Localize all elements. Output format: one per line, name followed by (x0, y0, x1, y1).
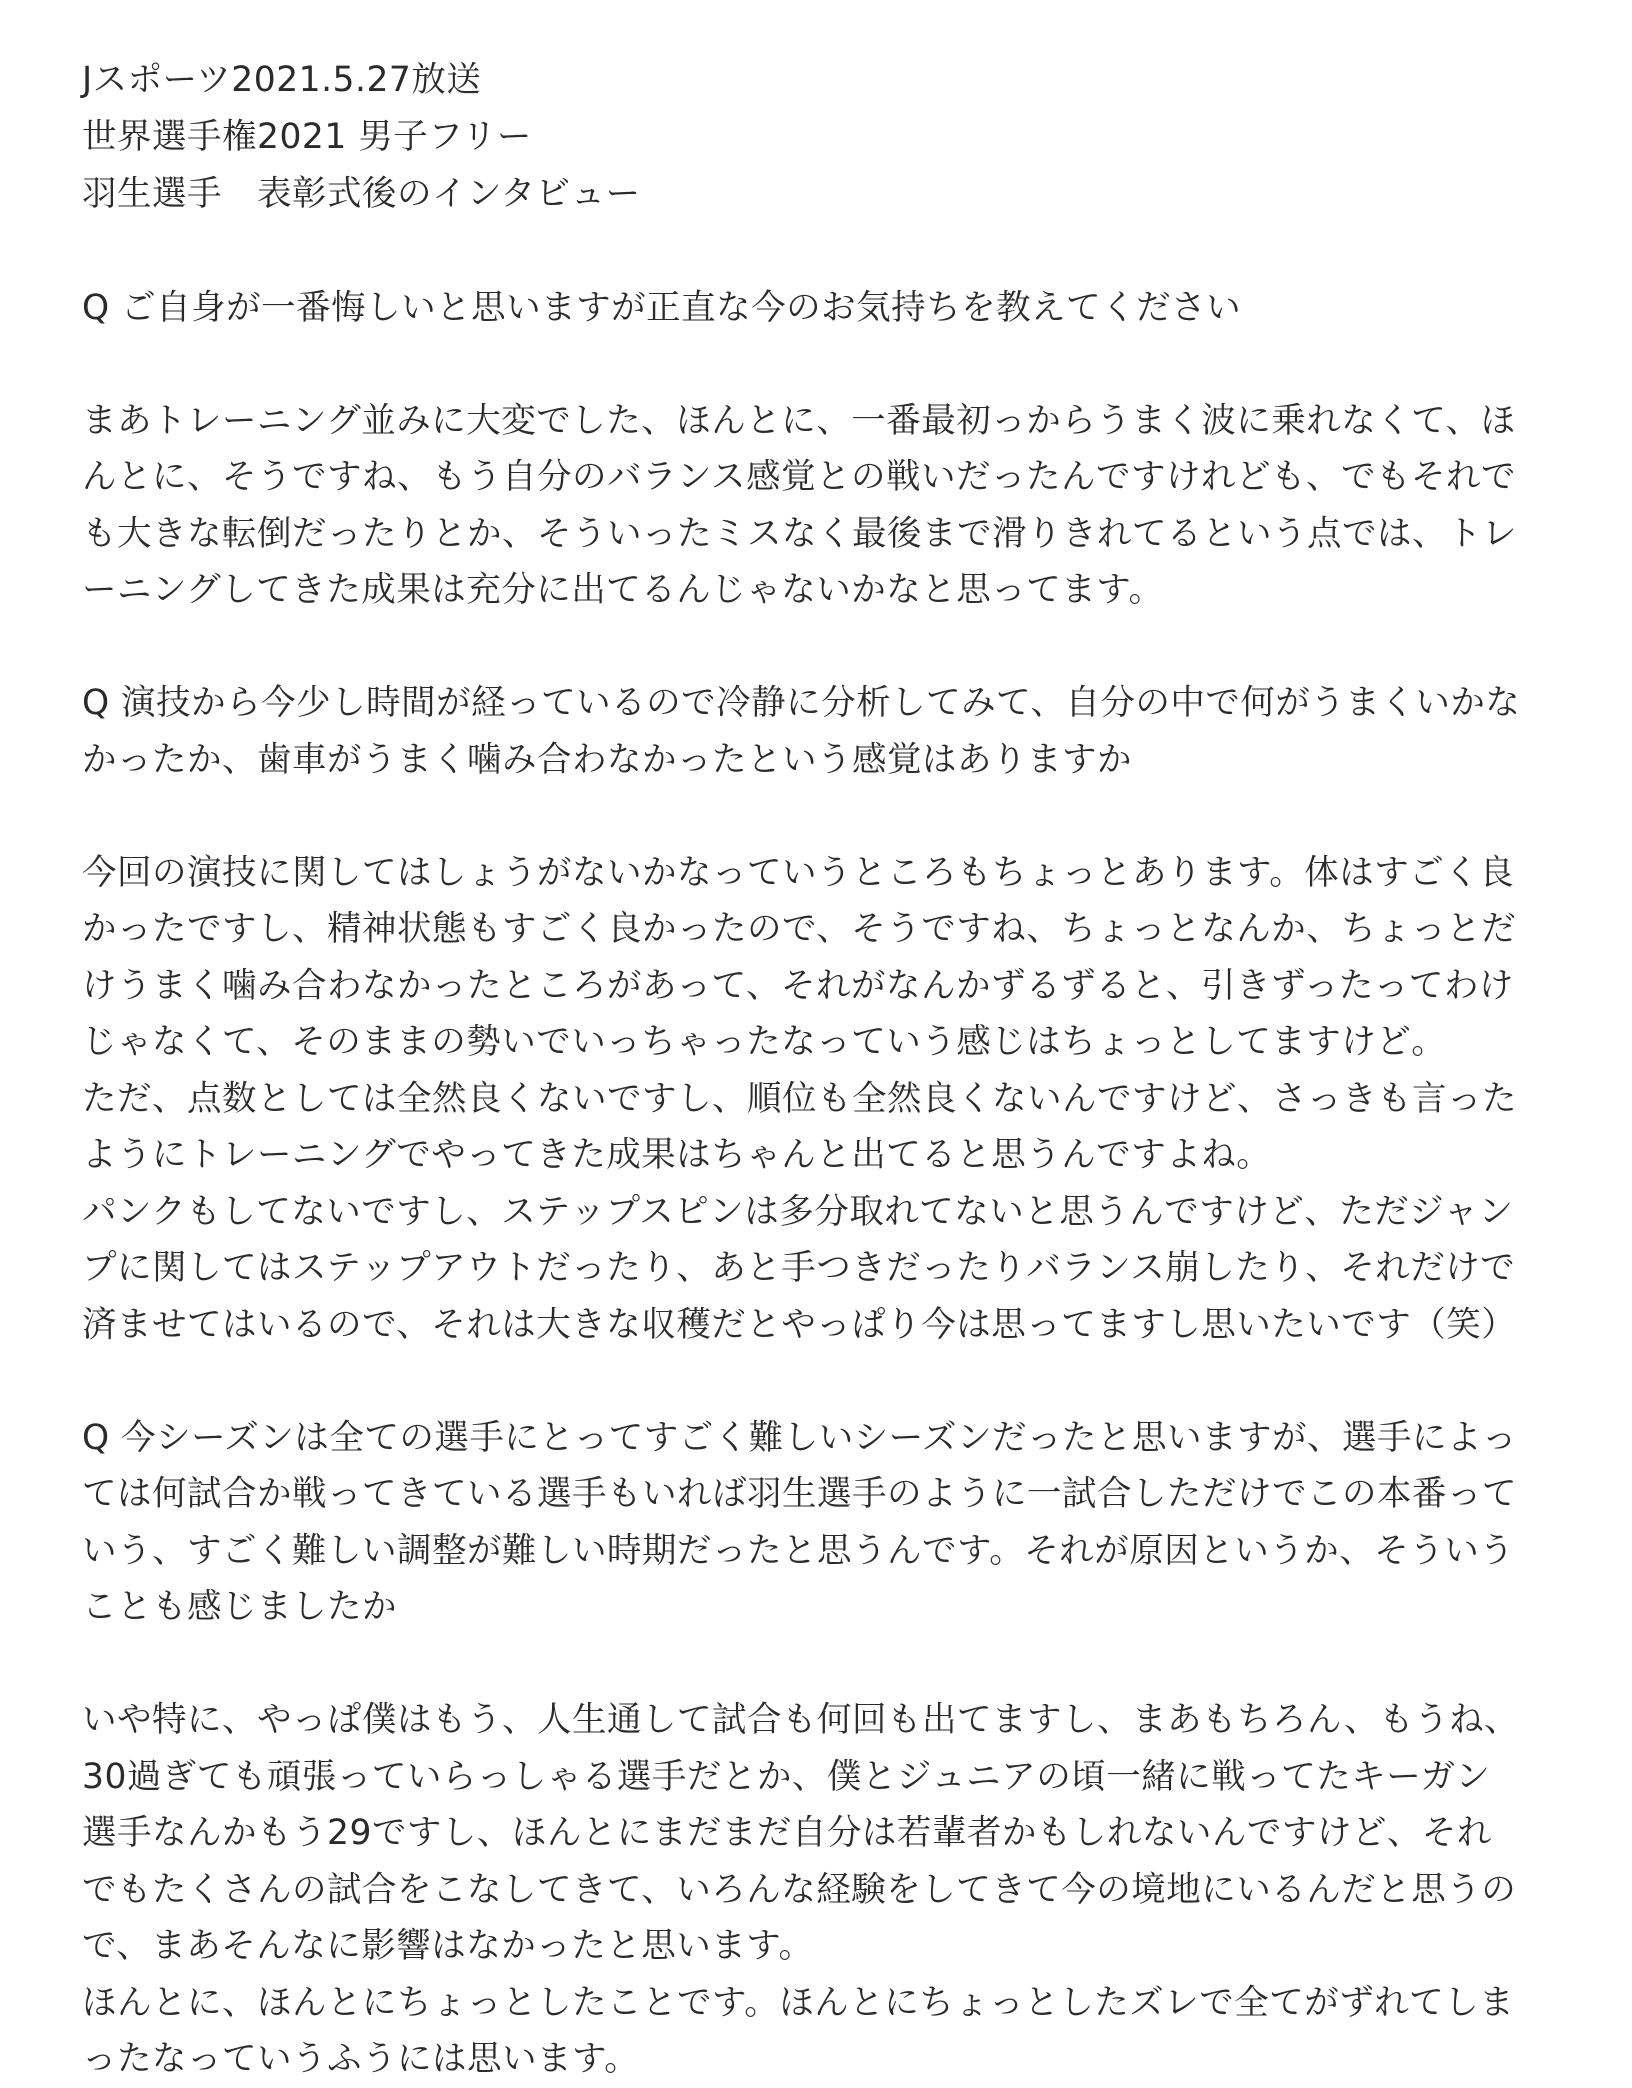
question-line: Q 演技から今少し時間が経っているので冷静に分析してみて、自分の中で何がうまくいかな (82, 683, 1521, 723)
question-line: Q 今シーズンは全ての選手にとってすごく難しいシーズンだったと思いますが、選手によっ (82, 1417, 1517, 1458)
answer-line: で、まあそんなに影響はなかったと思います。 (82, 1926, 814, 1966)
question-line: ことも感じましたか (82, 1587, 397, 1627)
question-line: かったか、歯車がうまく噛み合わなかったという感覚はありますか (82, 739, 1132, 780)
answer-line: ーニングしてきた成果は充分に出てるんじゃないかなと思ってます。 (82, 570, 1164, 610)
answer-line: 選手なんかもう29ですし、ほんとにまだまだ自分は若輩者かもしれないんですけど、それ (82, 1813, 1492, 1853)
answer-line: 30過ぎても頑張っていらっしゃる選手だとか、僕とジュニアの頃一緒に戦ってたキーガン (82, 1756, 1491, 1797)
spacer (82, 1353, 1590, 1410)
question-line: ては何試合か戦ってきている選手もいれば羽生選手のように一試合しただけでこの本番って (82, 1474, 1517, 1514)
spacer (82, 619, 1590, 676)
spacer (82, 788, 1590, 845)
answer-line: ようにトレーニングでやってきた成果はちゃんと出てると思うんですよね。 (82, 1135, 1272, 1175)
question-line: いう、すごく難しい調整が難しい時期だったと思うんです。それが原因というか、そういう (82, 1530, 1515, 1571)
header-event-line: 世界選手権2021 男子フリー (82, 117, 532, 157)
question-block (82, 280, 1590, 337)
answer-line: ただ、点数としては全然良くないですし、順位も全然良くないんですけど、さっきも言った (82, 1078, 1517, 1119)
answer-line: けうまく噛み合わなかったところがあって、それがなんかずるずると、引きずったってわけ (82, 965, 1514, 1006)
answer-line: ったなっていうふうには思います。 (82, 2039, 640, 2079)
spacer (82, 336, 1590, 393)
answer-line: んとに、そうですね、もう自分のバランス感覚との戦いだったんですけれども、でもそれで (82, 457, 1516, 497)
answer-line: パンクもしてないですし、ステップスピンは多分取れてないと思うんですけど、ただジャン (82, 1191, 1514, 1232)
answer-line: プに関してはステップアウトだったり、あと手つきだったりバランス崩したり、それだけで (82, 1248, 1516, 1288)
question-block (82, 1410, 1590, 1636)
spacer (82, 1636, 1590, 1693)
answer-line: いや特に、やっぱ僕はもう、人生通して試合も何回も出てますし、まあもちろん、もうね、 (82, 1700, 1520, 1740)
document-body (82, 52, 1590, 2088)
answer-line: も大きな転倒だったりとか、そういったミスなく最後まで滑りきれてるという点では、トレ (82, 513, 1517, 554)
answer-line: じゃなくて、そのままの勢いでいっちゃったなっていう感じはちょっとしてますけど。 (82, 1022, 1447, 1062)
answer-line: でもたくさんの試合をこなしてきて、いろんな経験をしてきて今の境地にいるんだと思うの (82, 1869, 1517, 1910)
spacer (82, 223, 1590, 280)
answer-block (82, 393, 1590, 619)
answer-line: ほんとに、ほんとにちょっとしたことです。ほんとにちょっとしたズレで全てがずれてしま (82, 1982, 1515, 2023)
answer-line: かったですし、精神状態もすごく良かったので、そうですね、ちょっとなんか、ちょっとだ (82, 909, 1517, 949)
header-subject-line: 羽生選手 表彰式後のインタビュー (82, 174, 641, 214)
answer-line: まあトレーニング並みに大変でした、ほんとに、一番最初っからうまく波に乗れなくて、ほ (82, 400, 1516, 441)
question-line: Q ご自身が一番悔しいと思いますが正直な今のお気持ちを教えてください (82, 287, 1242, 328)
question-block (82, 675, 1590, 788)
answer-block (82, 845, 1590, 1354)
answer-line: 今回の演技に関してはしょうがないかなっていうところもちょっとあります。体はすごく良 (82, 852, 1515, 893)
answer-block (82, 1692, 1590, 2088)
header-broadcast-line: Jスポーツ2021.5.27放送 (82, 60, 482, 100)
document-header (82, 52, 1590, 223)
answer-line: 済ませてはいるので、それは大きな収穫だとやっぱり今は思ってますし思いたいです（笑） (82, 1304, 1517, 1345)
